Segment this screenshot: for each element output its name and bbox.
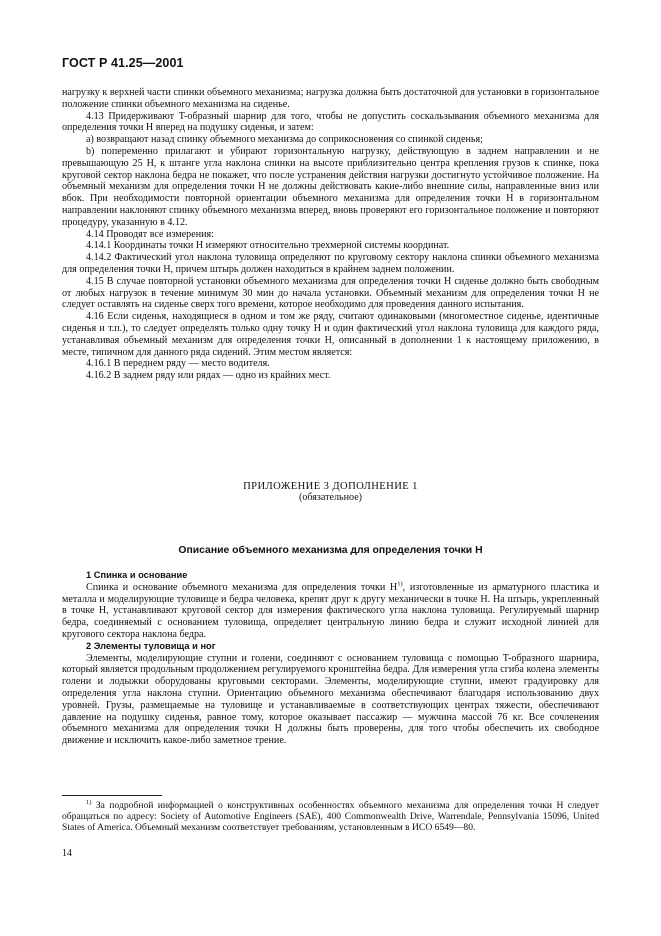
paragraph-4-14-1: 4.14.1 Координаты точки H измеряют относительно трехмерной системы координат. — [86, 240, 450, 252]
paragraph: нагрузку к верхней части спинки объемного механизма; нагрузка должна быть достаточной для установки в горизонтальное положение спинки объемного механизма на сиденье. — [62, 87, 599, 110]
description-title: Описание объемного механизма для определения точки H — [178, 545, 483, 556]
paragraph-4-14: 4.14 Проводят все измерения: — [86, 228, 214, 240]
paragraph-4-16-2: 4.16.2 В заднем ряду или рядах — одно из крайних мест. — [86, 370, 331, 382]
appendix-title: ПРИЛОЖЕНИЕ 3 ДОПОЛНЕНИЕ 1 — [243, 481, 418, 492]
paragraph-4-16-1: 4.16.1 В переднем ряду — место водителя. — [86, 358, 270, 370]
description-text-block — [62, 570, 599, 747]
footnote-divider — [62, 795, 162, 796]
section-heading-2 — [62, 641, 599, 653]
footnote-text: За подробной информацией о конструктивных особенностях объемного механизма для определения точки H следует обращаться по адресу: Society of Automotive Engineers (SAE), 400 Commonwealth Drive, Warrendale, Pennsylvania 15096, United States of America. Объемный механизм соответствует требованиям, установленным в ИСО 6549—80. — [62, 800, 599, 834]
section-2-paragraph: Элементы, моделирующие ступни и голени, соединяют с основанием туловища с помощью T-образного шарнира, который является продольным продолжением регулируемого кронштейна бедра. Для измерения угла сгиба колена элементы голени и лодыжки оборудованы круговыми секторами. Элементы, моделирующие ступни, имеют градуировку для определения угла наклона ступни. Ориентацию объемного механизма обеспечивают благодаря использованию двух уровней. Грузы, размещаемые на туловище и устанавливаемые в соответствующих центрах тяжести, обеспечивают давление на подушку сиденья, равное тому, которое оказывает пассажир — мужчина массой 76 кг. Все сочленения объемного механизма для определения точки H должны быть проверены, для того чтобы обеспечить их свободное движение и исключить какое-либо заметное трение. — [62, 652, 599, 747]
paragraph-4-13: 4.13 Придерживают T-образный шарнир для того, чтобы не допустить соскальзывания объемного механизма для определения точки H вперед на подушку сиденья, и затем: — [62, 110, 599, 134]
page-number: 14 — [62, 848, 72, 859]
footnote — [62, 800, 599, 834]
paragraph-4-13-a: а) возвращают назад спинку объемного механизма до соприкосновения со спинкой сиденья; — [86, 134, 483, 146]
procedure-text-block — [62, 87, 599, 382]
appendix-subtitle: (обязательное) — [298, 492, 363, 503]
section-1-paragraph: Спинка и основание объемного механизма для определения точки $H^{1)}$, изготовленные из арматурного пластика и металла и моделирующие туловище и бедра человека, крепят друг к другу механически в точке H. На штырь, укрепленный в точке H, устанавливают круговой сектор для измерения фактического угла наклона туловища. Регулируемый шарнир бедра, соединяемый с основанием туловища, определяет центральную линию бедра и служит исходной линией для кругового сектора наклона бедра. — [62, 580, 599, 640]
paragraph-4-16: 4.16 Если сиденья, находящиеся в одном и том же ряду, считают одинаковыми (многоместное сиденье, идентичные сиденья и т.п.), то следует определять только одну точку H и один фактический угол наклона туловища для каждого ряда, устанавливая объемный механизм для определения точки H, описанный в дополнении 1 к настоящему приложению, в месте, типичном для данного ряда сидений. Этим местом является: — [62, 311, 599, 358]
footnote-marker: 1) — [86, 798, 92, 806]
document-header: ГОСТ Р 41.25—2001 — [62, 56, 184, 70]
footnote-reference: 1) — [397, 580, 403, 588]
section-heading: 2 Элементы туловища и ног — [86, 640, 216, 651]
section-heading: 1 Спинка и основание — [86, 570, 188, 580]
paragraph-4-15: 4.15 В случае повторной установки объемного механизма для определения точки H сиденье должно быть свободным от любых нагрузок в течение минимум 30 мин до начала установки. Объемный механизм для определения точки H не следует оставлять на сиденье сверх того времени, которое необходимо для проведения данного испытания. — [62, 275, 599, 311]
paragraph-4-14-2: 4.14.2 Фактический угол наклона туловища определяют по круговому сектору наклона спинки объемного механизма для определения точки H, причем штырь должен находиться в крайнем заднем положении. — [62, 252, 599, 275]
paragraph-4-13-b: b) попеременно прилагают и убирают горизонтальную нагрузку, действующую в заднем направлении и не превышающую 25 Н, к штанге угла наклона спинки на высоте приблизительно центра крепления грузов к спинке, пока круговой сектор наклона бедра не покажет, что после устранения действия нагрузки достигнуто устойчивое положение. На объемный механизм для определения точки H не должны действовать какие-либо внешние силы, направленные вниз или вбок. При необходимости повторной ориентации объемного механизма для определения точки H в горизонтальном направлении наклоняют спинку объемного механизма вперед, вновь проверяют его горизонтальное положение и повторяют процедуру, указанную в 4.12. — [62, 145, 599, 228]
section-heading-1 — [62, 570, 599, 582]
